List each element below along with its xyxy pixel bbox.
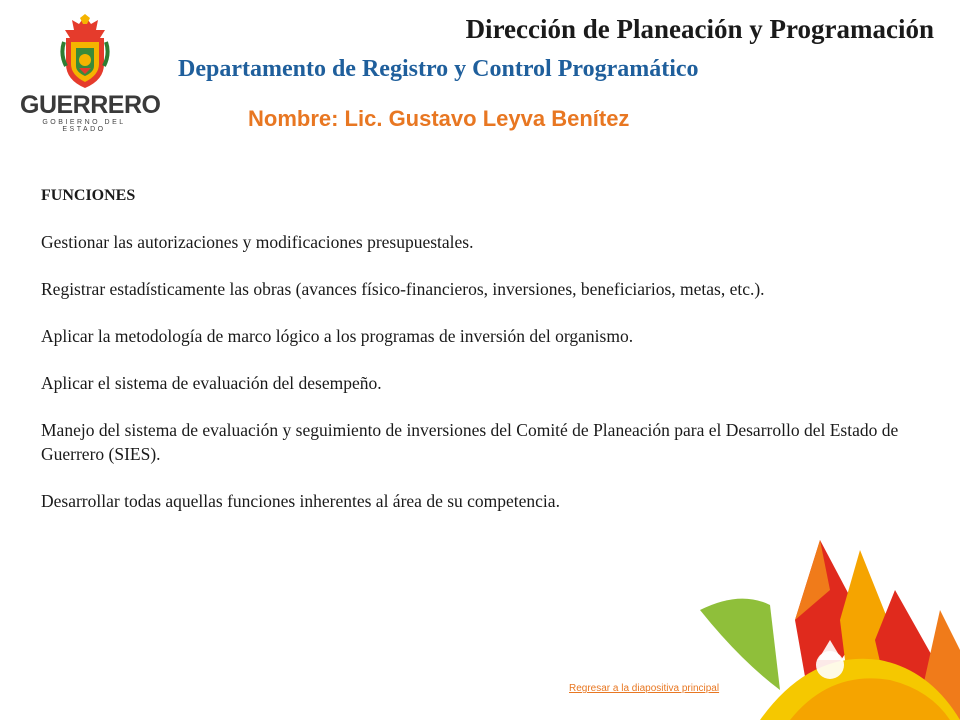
function-item: Manejo del sistema de evaluación y seguimiento de inversiones del Comité de Planeación para el Desarrollo del Estado de Guerrero (SIES). (41, 420, 899, 464)
function-item: Registrar estadísticamente las obras (avances físico-financieros, inversiones, beneficiarios, metas, etc.). (41, 279, 765, 299)
logo-subtext: GOBIERNO DEL ESTADO (42, 119, 126, 133)
guerrero-logo (20, 14, 161, 133)
page-title: Dirección de Planeación y Programación (465, 14, 934, 44)
person-name: Nombre: Lic. Gustavo Leyva Benítez (248, 106, 630, 131)
function-item: Gestionar las autorizaciones y modificaciones presupuestales. (41, 232, 474, 252)
function-item: Aplicar el sistema de evaluación del desempeño. (41, 373, 382, 393)
decorative-bird-graphic (700, 530, 960, 720)
functions-heading: FUNCIONES (41, 187, 136, 204)
functions-section (41, 184, 911, 536)
department-title: Departamento de Registro y Control Programático (178, 56, 699, 82)
logo-wordmark: GUERRERO (20, 91, 161, 119)
function-item: Aplicar la metodología de marco lógico a los programas de inversión del organismo. (41, 326, 634, 346)
coat-of-arms-icon (60, 14, 110, 90)
back-to-main-slide-link[interactable]: Regresar a la diapositiva principal (569, 683, 720, 694)
function-item: Desarrollar todas aquellas funciones inherentes al área de su competencia. (41, 491, 560, 511)
